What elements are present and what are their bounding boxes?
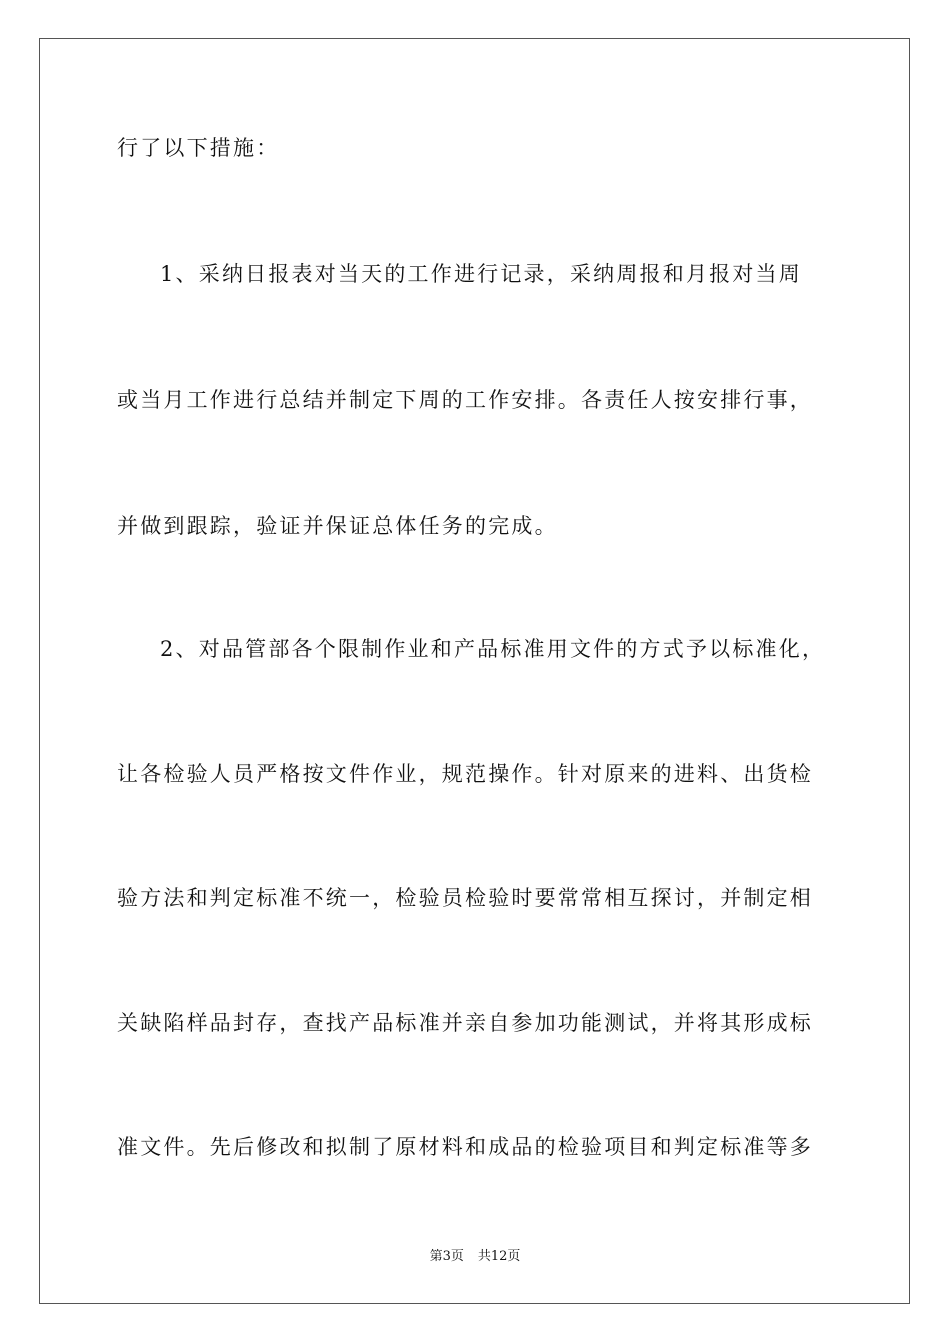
- page-number: 第3页: [429, 1249, 464, 1264]
- text-line: 让各检验人员严格按文件作业，规范操作。针对原来的进料、出货检: [117, 762, 813, 786]
- text-line: 2、对品管部各个限制作业和产品标准用文件的方式予以标准化，: [160, 637, 826, 661]
- page-footer: [0, 1248, 950, 1266]
- text-line: 1、采纳日报表对当天的工作进行记录，采纳周报和月报对当周: [160, 262, 802, 286]
- text-line: 关缺陷样品封存，查找产品标准并亲自参加功能测试，并将其形成标: [117, 1011, 813, 1035]
- text-line: 准文件。先后修改和拟制了原材料和成品的检验项目和判定标准等多: [117, 1135, 813, 1159]
- page-border: [39, 38, 910, 1304]
- text-line: 或当月工作进行总结并制定下周的工作安排。各责任人按安排行事，: [117, 388, 813, 412]
- text-line: 行了以下措施：: [117, 136, 280, 160]
- text-line: 并做到跟踪，验证并保证总体任务的完成。: [117, 514, 558, 538]
- text-line: 验方法和判定标准不统一，检验员检验时要常常相互探讨，并制定相: [117, 886, 813, 910]
- page-total: 共12页: [477, 1249, 521, 1264]
